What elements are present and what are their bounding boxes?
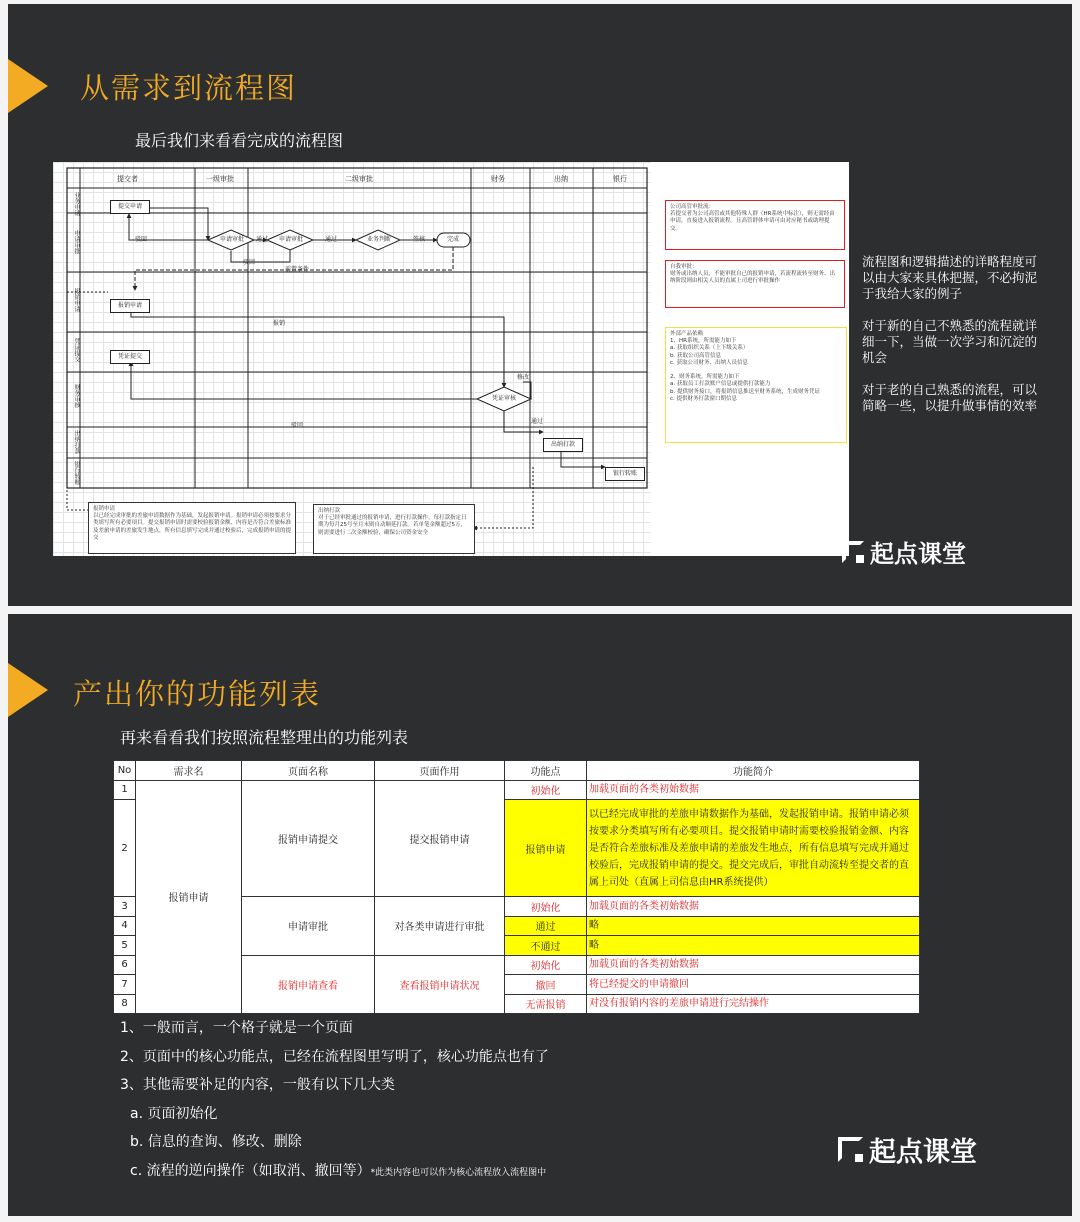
node-voucher: 凭证提交 xyxy=(110,350,150,364)
cell-desc: 加载页面的各类初始数据 xyxy=(587,780,920,800)
cell-no: 7 xyxy=(114,975,136,995)
node-audit: 凭证审核 xyxy=(492,395,517,402)
cell-page-purpose: 查看报销申请状况 xyxy=(375,955,505,1014)
cell-point: 初始化 xyxy=(505,955,587,975)
table-header-row xyxy=(114,761,920,781)
slide-subtitle: 再来看看我们按照流程整理出的功能列表 xyxy=(120,728,409,747)
lane-transfer: 银行转账 xyxy=(73,461,80,485)
cell-no: 8 xyxy=(114,994,136,1014)
header-function-desc: 功能简介 xyxy=(587,761,920,781)
note-exec-approval: 公司高管审批流： 若提交者为公司高管或其他特殊人群（HR系统中标注），则无需经由申请，直接进入报销流程。且高管群体申请可由对应秘书或助理提交。 xyxy=(665,200,845,250)
lane-voucher: 凭证提交 xyxy=(73,338,80,362)
cell-point: 无需报销 xyxy=(505,994,587,1014)
header-page-name: 页面名称 xyxy=(242,761,375,781)
cell-point: 初始化 xyxy=(505,780,587,800)
cell-desc: 略 xyxy=(587,916,920,936)
logo xyxy=(838,1130,977,1169)
col-bank: 银行 xyxy=(613,175,627,183)
point-3c: c. 流程的逆向操作（如取消、撤回等） xyxy=(130,1162,371,1179)
cell-desc: 对没有报销内容的差旅申请进行完结操作 xyxy=(587,994,920,1014)
slide-flowchart xyxy=(8,4,1072,606)
point-3a: a. 页面初始化 xyxy=(130,1105,218,1122)
col-approve1: 一级审批 xyxy=(206,175,234,183)
slide-subtitle: 最后我们来看看完成的流程图 xyxy=(135,131,344,150)
label-sign: 签核 xyxy=(413,236,426,243)
point-1: 1、一般而言，一个格子就是一个页面 xyxy=(120,1020,353,1036)
point-3b: b. 信息的查询、修改、删除 xyxy=(130,1134,302,1150)
logo-mark-icon xyxy=(838,1137,863,1162)
cell-desc: 将已经提交的申请撤回 xyxy=(587,975,920,995)
node-approve1: 申请审批 xyxy=(220,236,245,243)
node-reimburse: 报销申请 xyxy=(110,299,150,313)
lane-pay: 出纳打款 xyxy=(73,430,80,454)
note-reimburse: 报销申请 以已经完成审批的差旅申请数据作为基础，发起报销申请。报销申请必须按要求分类填写所有必要项目。提交报销申请时需要校验报销金额、内容是否符合差旅标准及差旅申请的差旅发生地点，所有信息填写完成并通过校验后，完成报销申请的提交 xyxy=(88,502,296,554)
node-submit: 提交申请 xyxy=(110,200,150,214)
point-3: 3、其他需要补足的内容，一般有以下几大类 xyxy=(120,1077,395,1093)
logo-text: 起点课堂 xyxy=(870,540,966,568)
cell-page-purpose: 对各类申请进行审批 xyxy=(375,897,505,956)
node-approve2: 申请审批 xyxy=(279,236,304,243)
cell-desc: 加载页面的各类初始数据 xyxy=(587,897,920,917)
lane-audit: 财务审核 xyxy=(73,384,80,408)
cell-desc: 加载页面的各类初始数据 xyxy=(587,955,920,975)
table-row xyxy=(114,780,920,800)
cell-page-name: 申请审批 xyxy=(242,897,375,956)
label-reject: 驳回 xyxy=(135,236,148,243)
cell-point: 撤回 xyxy=(505,975,587,995)
lane-business: 业务申请 xyxy=(73,192,80,216)
slide-feature-list xyxy=(8,614,1072,1216)
note-pay: 出纳打款 对于已经审批通过的报销申请，进行打款操作。每打款指定日期为每月25号至月末则自动顺延打款。若单笔金额超过5万，则需要进行二次金额校验，确保公司资金安全 xyxy=(313,504,475,554)
cell-page-purpose: 提交报销申请 xyxy=(375,780,505,897)
header-requirement: 需求名 xyxy=(136,761,242,781)
cell-page-name: 报销申请提交 xyxy=(242,780,375,897)
header-no: No xyxy=(114,761,136,781)
label-pass3: 通过 xyxy=(531,418,544,425)
title-triangle-icon xyxy=(8,59,48,113)
point-3c-row xyxy=(120,1157,549,1188)
cell-point: 通过 xyxy=(505,916,587,936)
header-function-point: 功能点 xyxy=(505,761,587,781)
node-bank: 银行转账 xyxy=(605,467,645,481)
logo-mark-icon xyxy=(842,541,864,563)
slide-notes xyxy=(862,254,1042,430)
cell-no: 5 xyxy=(114,936,136,956)
feature-table xyxy=(113,760,920,1014)
note-2: 对于新的自己不熟悉的流程就详细一下，当做一次学习和沉淀的机会 xyxy=(862,318,1038,365)
cell-page-name: 报销申请查看 xyxy=(242,955,375,1014)
cell-no: 6 xyxy=(114,955,136,975)
cell-requirement: 报销申请 xyxy=(136,780,242,1014)
node-pay: 出纳打款 xyxy=(543,438,583,452)
logo-text: 起点课堂 xyxy=(869,1137,977,1168)
cell-point: 报销申请 xyxy=(505,800,587,897)
cell-no: 3 xyxy=(114,897,136,917)
cell-no: 1 xyxy=(114,780,136,800)
cell-point: 初始化 xyxy=(505,897,587,917)
col-finance: 财务 xyxy=(491,175,505,183)
slide-title: 产出你的功能列表 xyxy=(73,677,322,711)
label-pass1: 通过 xyxy=(256,236,269,243)
label-reject3: 驳回 xyxy=(291,422,304,429)
point-3c-note: *此类内容也可以作为核心流程放入流程图中 xyxy=(370,1167,547,1178)
node-judge: 业务判断 xyxy=(367,236,392,243)
lane-approval: 申请审批 xyxy=(73,230,80,254)
label-pass2: 通过 xyxy=(325,236,338,243)
cell-desc: 以已经完成审批的差旅申请数据作为基础，发起报销申请。报销申请必须按要求分类填写所有必要项目。提交报销申请时需要校验报销金额、内容是否符合差旅标准及差旅申请的差旅发生地点，所有信息填写完成并通过校验后，完成报销申请的提交。提交完成后，审批自动流转至提交者的直属上司处（直属上司信息由HR系统提供） xyxy=(587,800,920,897)
label-premise: 前置条件 xyxy=(285,266,310,273)
note-external-deps: 外部产品依赖 1、HR系统，所需能力如下 a. 获取组织关系（上下级关系） b. 获取公司高管信息 c. 获取公司财务、出纳人员信息 2、财务系统，所需能力如下 a. 获取员工打款账户信息或提供打款能力 b. 提供财务接口，将报销信息推送至财务系统，生成财务凭证 c. 提供财务打款窗口期信息 xyxy=(665,327,847,443)
node-done: 完成 xyxy=(447,236,460,243)
cell-no: 4 xyxy=(114,916,136,936)
title-triangle-icon xyxy=(8,663,48,717)
note-1: 流程图和逻辑描述的详略程度可以由大家来具体把握，不必拘泥于我给大家的例子 xyxy=(862,254,1038,301)
flowchart xyxy=(53,162,849,556)
note-self-approval: 自我审批： 财务或出纳人员，不能审批自己的报销申请，若流程流转至财务、出纳阶段则由相关人员的直属上司进行审批操作 xyxy=(665,260,845,308)
slide-title: 从需求到流程图 xyxy=(80,71,298,105)
cell-desc: 略 xyxy=(587,936,920,956)
label-reject2: 驳回 xyxy=(243,259,256,266)
cell-point: 不通过 xyxy=(505,936,587,956)
col-submitter: 提交者 xyxy=(117,175,138,183)
label-reimburse: 报销 xyxy=(273,320,286,327)
lane-reimburse: 报销申请 xyxy=(73,288,80,312)
point-2: 2、页面中的核心功能点，已经在流程图里写明了，核心功能点也有了 xyxy=(120,1048,549,1065)
note-3: 对于老的自己熟悉的流程，可以简略一些，以提升做事情的效率 xyxy=(862,382,1038,413)
col-approve2: 二级审批 xyxy=(345,175,373,183)
label-modify: 修改 xyxy=(517,374,530,381)
header-page-purpose: 页面作用 xyxy=(375,761,505,781)
cell-no: 2 xyxy=(114,800,136,897)
points-list xyxy=(120,1014,549,1187)
logo xyxy=(842,534,966,569)
col-cashier: 出纳 xyxy=(554,175,568,183)
